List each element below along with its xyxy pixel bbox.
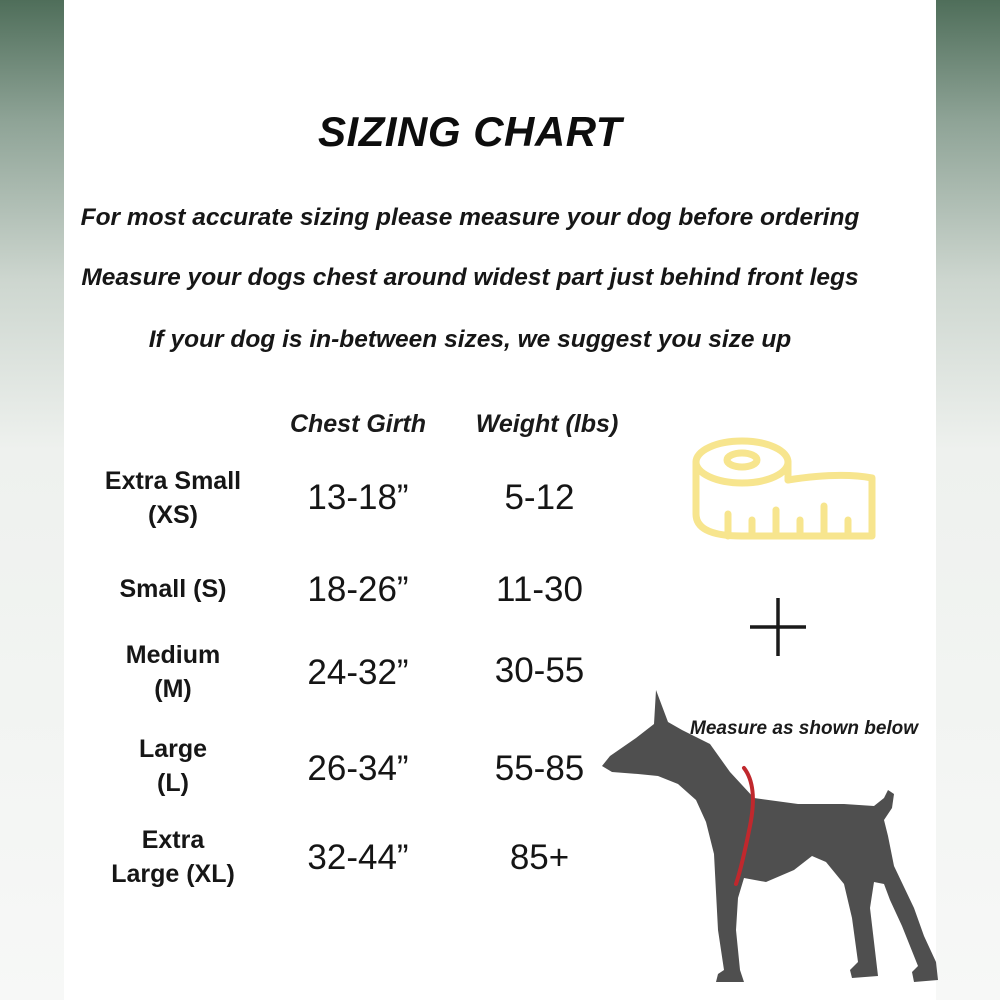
size-label-xs: Extra Small (XS) [104,467,242,529]
page-title: SIZING CHART [318,108,622,155]
weight-value-m: 30-55 [494,651,585,690]
chest-value-xs: 13-18” [307,478,409,517]
size-label-m: Medium (M) [125,641,221,703]
weight-header: Weight (lbs) [475,410,619,438]
size-label-l: Large (L) [138,735,208,797]
weight-value-xl: 85+ [509,838,570,877]
dog-silhouette-icon [598,686,948,988]
chest-value-xl: 32-44” [307,838,409,877]
measuring-tape-icon [690,436,880,546]
plus-icon [748,596,808,658]
instruction-size-up: If your dog is in-between sizes, we suggest you size up [148,326,792,353]
chest-value-l: 26-34” [307,749,409,788]
instruction-measure-chest: Measure your dogs chest around widest part just behind front legs [81,264,859,291]
chest-value-m: 24-32” [307,653,409,692]
size-label-xl: Extra Large (XL) [111,826,235,888]
weight-value-s: 11-30 [496,570,583,609]
instruction-measure-before-ordering: For most accurate sizing please measure your dog before ordering [80,204,860,231]
chest-girth-header: Chest Girth [289,410,427,438]
dog-caption: Measure as shown below [690,718,919,739]
weight-value-l: 55-85 [494,749,585,788]
chest-value-s: 18-26” [307,570,409,609]
weight-value-xs: 5-12 [504,478,575,517]
size-label-s: Small (S) [119,575,227,603]
